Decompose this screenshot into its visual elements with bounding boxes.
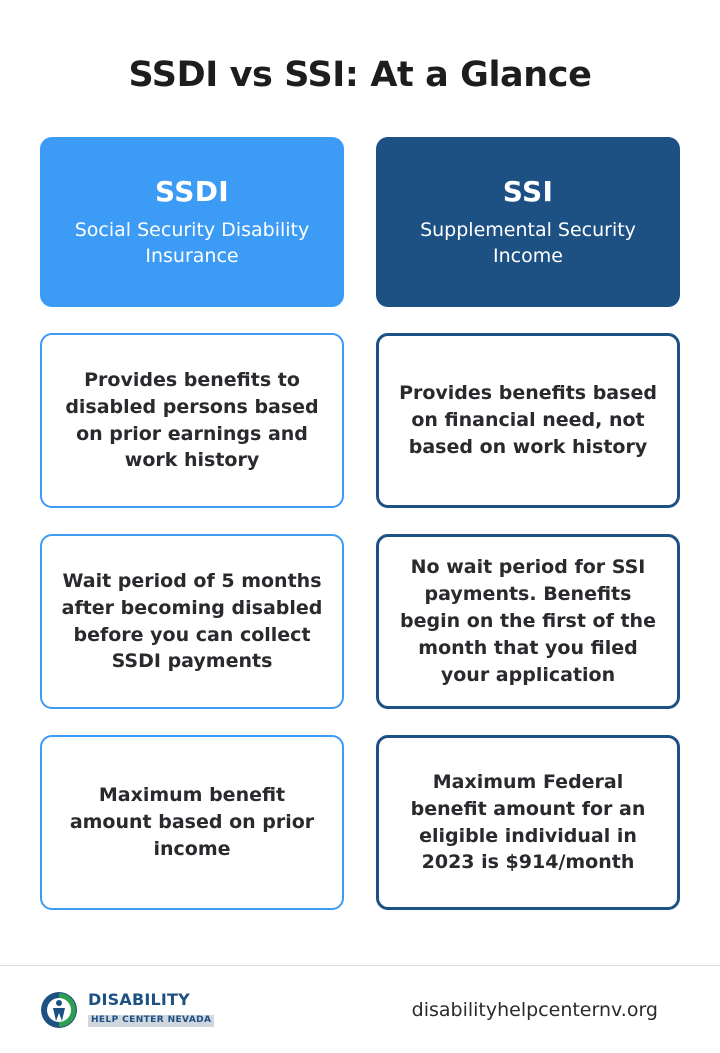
column-header-ssi-full: Supplemental Security Income [420, 218, 636, 267]
column-header-ssdi-abbr: SSDI [155, 174, 229, 208]
column-header-ssdi-full: Social Security Disability Insurance [74, 218, 310, 267]
column-header-ssi-abbr: SSI [502, 174, 554, 208]
site-url[interactable]: disabilityhelpcenternv.org [411, 998, 658, 1021]
brand-logo-text [88, 992, 214, 1026]
brand-name-primary: DISABILITY [88, 990, 190, 1010]
disability-help-center-logo-icon [40, 991, 78, 1029]
cell-ssi-row3: Maximum Federal benefit amount for an eligible individual in 2023 is $914/month [376, 735, 680, 910]
brand-logo [40, 991, 214, 1029]
cell-ssi-row2: No wait period for SSI payments. Benefits begin on the first of the month that you filed your application [376, 534, 680, 709]
column-header-ssdi [40, 137, 344, 307]
cell-ssdi-row1: Provides benefits to disabled persons based on prior earnings and work history [40, 333, 344, 508]
column-header-ssi [376, 137, 680, 307]
brand-name-secondary: HELP CENTER NEVADA [88, 1015, 214, 1026]
cell-ssdi-row3: Maximum benefit amount based on prior income [40, 735, 344, 910]
cell-ssi-row1: Provides benefits based on financial need, not based on work history [376, 333, 680, 508]
cell-ssdi-row2: Wait period of 5 months after becoming disabled before you can collect SSDI payments [40, 534, 344, 709]
page-title: SSDI vs SSI: At a Glance [128, 55, 592, 95]
comparison-grid [40, 137, 680, 910]
footer-bar [0, 965, 720, 1053]
